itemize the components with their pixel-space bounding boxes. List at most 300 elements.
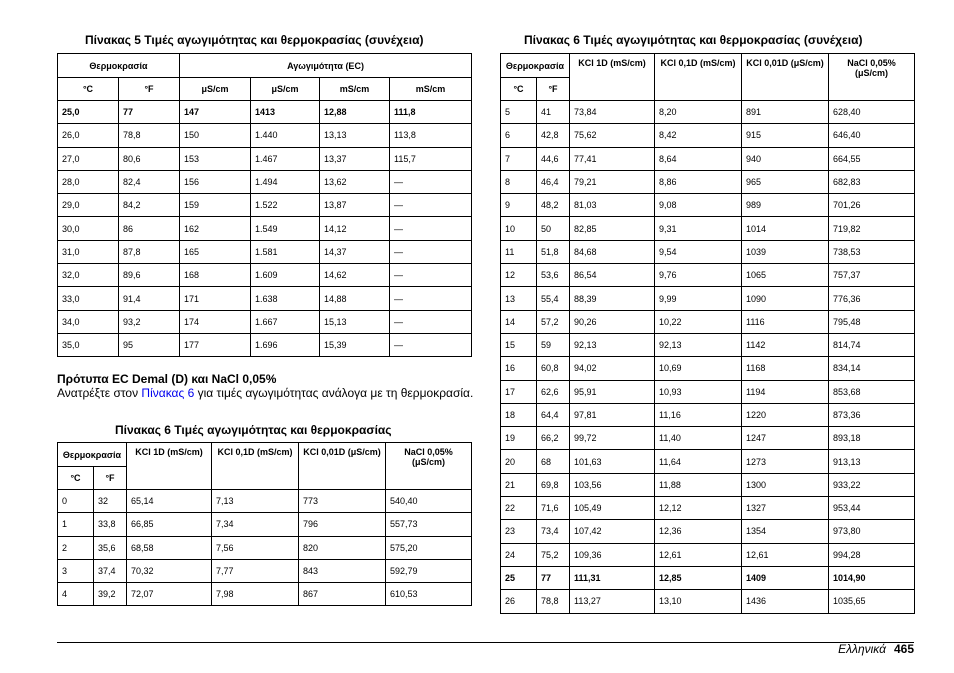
table-cell: 3 [58, 559, 94, 582]
table-cell: 14,62 [320, 264, 390, 287]
section-paragraph [57, 386, 477, 401]
table-cell: 90,26 [570, 310, 655, 333]
table-cell: 989 [742, 194, 829, 217]
subheader-cell: °C [58, 467, 94, 490]
table-cell: 26 [501, 590, 537, 613]
table-cell: 101,63 [570, 450, 655, 473]
table-cell: 11 [501, 240, 537, 263]
footer [838, 642, 914, 656]
table-cell: 1168 [742, 357, 829, 380]
table-cell: 915 [742, 124, 829, 147]
table-cell: 73,84 [570, 101, 655, 124]
table-cell: 162 [180, 217, 251, 240]
table-cell: 12,36 [655, 520, 742, 543]
table-cell: 71,6 [537, 497, 570, 520]
table-row [58, 559, 472, 582]
table-cell: 30,0 [58, 217, 119, 240]
table-cell: 15,13 [320, 310, 390, 333]
table-cell: 1247 [742, 427, 829, 450]
table-cell: 109,36 [570, 543, 655, 566]
table-cell: 79,21 [570, 170, 655, 193]
header-conductivity: Αγωγιμότητα (EC) [180, 54, 472, 78]
table-cell: 1.549 [251, 217, 320, 240]
table-cell: 72,07 [127, 583, 212, 606]
table-cell: 1.440 [251, 124, 320, 147]
table-cell: 94,02 [570, 357, 655, 380]
table-cell: 77 [119, 101, 180, 124]
table-cell: 12,88 [320, 101, 390, 124]
table-cell: 14,88 [320, 287, 390, 310]
table-row [501, 101, 915, 124]
table-cell: 12,61 [742, 543, 829, 566]
table-cell: 168 [180, 264, 251, 287]
table-cell: 34,0 [58, 310, 119, 333]
table-cell: — [390, 287, 472, 310]
column-header: KCl 0,1D (mS/cm) [655, 54, 742, 101]
subheader-cell: °C [501, 78, 537, 101]
table-cell: 68,58 [127, 536, 212, 559]
table-cell: 14 [501, 310, 537, 333]
footer-language: Ελληνικά [838, 642, 886, 656]
table-cell: 147 [180, 101, 251, 124]
table-cell: 174 [180, 310, 251, 333]
table-cell: 153 [180, 147, 251, 170]
table-cell: 31,0 [58, 240, 119, 263]
table-cell: 940 [742, 147, 829, 170]
table-cell: 111,31 [570, 566, 655, 589]
table-cell: 48,2 [537, 194, 570, 217]
table-row [58, 310, 472, 333]
table-cell: 893,18 [829, 427, 915, 450]
table-cell: — [390, 333, 472, 356]
table-cell: 610,53 [386, 583, 472, 606]
table-cell: 834,14 [829, 357, 915, 380]
table-cell: 75,2 [537, 543, 570, 566]
table-cell: 150 [180, 124, 251, 147]
table-cell: 10,69 [655, 357, 742, 380]
table-cell: 65,14 [127, 490, 212, 513]
table-cell: 11,88 [655, 473, 742, 496]
table-cell: 4 [58, 583, 94, 606]
table-cell: 64,4 [537, 403, 570, 426]
table-cell: 75,62 [570, 124, 655, 147]
table-row [58, 194, 472, 217]
table-cell: 1.494 [251, 170, 320, 193]
table-cell: 9,08 [655, 194, 742, 217]
table-cell: — [390, 194, 472, 217]
table-row [58, 333, 472, 356]
table-cell: 22 [501, 497, 537, 520]
table-cell: 773 [299, 490, 386, 513]
table-cell: 10,93 [655, 380, 742, 403]
table-cell: 41 [537, 101, 570, 124]
table-cell: 701,26 [829, 194, 915, 217]
table-cell: 7,98 [212, 583, 299, 606]
table-cell: 66,2 [537, 427, 570, 450]
table-cell: 891 [742, 101, 829, 124]
table-cell: 1116 [742, 310, 829, 333]
table-cell: 86 [119, 217, 180, 240]
table-cell: 84,68 [570, 240, 655, 263]
table-cell: 9,76 [655, 264, 742, 287]
table-cell: 13,87 [320, 194, 390, 217]
table6 [57, 442, 472, 606]
table-cell: 664,55 [829, 147, 915, 170]
table-cell: 1354 [742, 520, 829, 543]
table-cell: 13,62 [320, 170, 390, 193]
table-cell: 1.581 [251, 240, 320, 263]
table-cell: 97,81 [570, 403, 655, 426]
table-cell: 9,54 [655, 240, 742, 263]
table-cell: 795,48 [829, 310, 915, 333]
table-cell: 1014 [742, 217, 829, 240]
table-cell: 12,61 [655, 543, 742, 566]
table-cell: 13,37 [320, 147, 390, 170]
table-cell: 39,2 [94, 583, 127, 606]
table-cell: 1142 [742, 333, 829, 356]
table-cell: 540,40 [386, 490, 472, 513]
table-cell: 95 [119, 333, 180, 356]
table-cell: 1035,65 [829, 590, 915, 613]
table-cell: 60,8 [537, 357, 570, 380]
table-cell: 17 [501, 380, 537, 403]
table-cell: 1409 [742, 566, 829, 589]
table-cell: 1.467 [251, 147, 320, 170]
column-header: NaCl 0,05% (μS/cm) [829, 54, 915, 101]
table-cell: 719,82 [829, 217, 915, 240]
table-cell: 18 [501, 403, 537, 426]
table-cell: 25 [501, 566, 537, 589]
table-cell: 12 [501, 264, 537, 287]
table-cell: 24 [501, 543, 537, 566]
table-cell: 1194 [742, 380, 829, 403]
table-cell: 2 [58, 536, 94, 559]
table-cell: — [390, 310, 472, 333]
table-row [501, 403, 915, 426]
table-row [501, 590, 915, 613]
column-header: KCl 1D (mS/cm) [570, 54, 655, 101]
table-cell: 25,0 [58, 101, 119, 124]
table-cell: 29,0 [58, 194, 119, 217]
table-cell: 92,13 [655, 333, 742, 356]
table-row [501, 380, 915, 403]
table6-link[interactable]: Πίνακας 6 [141, 386, 195, 400]
table-cell: 95,91 [570, 380, 655, 403]
table-cell: 80,6 [119, 147, 180, 170]
table-cell: 91,4 [119, 287, 180, 310]
table-cell: 87,8 [119, 240, 180, 263]
table-cell: 7,77 [212, 559, 299, 582]
table-cell: 26,0 [58, 124, 119, 147]
table-cell: 81,03 [570, 194, 655, 217]
table-cell: 10 [501, 217, 537, 240]
table-cell: 93,2 [119, 310, 180, 333]
table-row [58, 240, 472, 263]
table-row [58, 583, 472, 606]
table-cell: 35,0 [58, 333, 119, 356]
table-cell: 7 [501, 147, 537, 170]
table-cell: 32,0 [58, 264, 119, 287]
table-cell: 55,4 [537, 287, 570, 310]
table-cell: 51,8 [537, 240, 570, 263]
table-row [501, 240, 915, 263]
table-cell: 62,6 [537, 380, 570, 403]
table-row [58, 217, 472, 240]
table-cell: 84,2 [119, 194, 180, 217]
table-cell: 33,0 [58, 287, 119, 310]
header-temperature: Θερμοκρασία [501, 54, 570, 78]
table-cell: 73,4 [537, 520, 570, 543]
table-cell: 1 [58, 513, 94, 536]
table-row [501, 287, 915, 310]
table-cell: 6 [501, 124, 537, 147]
paragraph-text-after: για τιμές αγωγιμότητας ανάλογα με τη θερμοκρασία. [194, 386, 474, 400]
table-cell: 88,39 [570, 287, 655, 310]
table-cell: 8,20 [655, 101, 742, 124]
table-cell: 23 [501, 520, 537, 543]
table-cell: 592,79 [386, 559, 472, 582]
table-cell: 776,36 [829, 287, 915, 310]
table5 [57, 53, 472, 357]
table-cell: 77,41 [570, 147, 655, 170]
table-cell: 1.638 [251, 287, 320, 310]
table-cell: 13,10 [655, 590, 742, 613]
table-cell: 1014,90 [829, 566, 915, 589]
table6-caption: Πίνακας 6 Τιμές αγωγιμότητας και θερμοκρασίας [115, 423, 392, 437]
table-cell: — [390, 264, 472, 287]
section-title: Πρότυπα EC Demal (D) και NaCl 0,05% [57, 372, 277, 386]
table-cell: 21 [501, 473, 537, 496]
table-cell: 5 [501, 101, 537, 124]
table-cell: 37,4 [94, 559, 127, 582]
table-cell: 853,68 [829, 380, 915, 403]
table-row [501, 170, 915, 193]
table-cell: 103,56 [570, 473, 655, 496]
table-row [501, 333, 915, 356]
table-cell: 86,54 [570, 264, 655, 287]
table-cell: 159 [180, 194, 251, 217]
table-cell: 628,40 [829, 101, 915, 124]
table-cell: 15,39 [320, 333, 390, 356]
table-cell: 814,74 [829, 333, 915, 356]
table-cell: 57,2 [537, 310, 570, 333]
table-cell: 953,44 [829, 497, 915, 520]
page-number: 465 [893, 642, 914, 656]
table-row [58, 490, 472, 513]
table-cell: 27,0 [58, 147, 119, 170]
table-cell: 113,8 [390, 124, 472, 147]
table-row [501, 543, 915, 566]
table-cell: — [390, 170, 472, 193]
table-cell: 575,20 [386, 536, 472, 559]
table-cell: 12,85 [655, 566, 742, 589]
table-cell: 1220 [742, 403, 829, 426]
table-cell: 796 [299, 513, 386, 536]
column-header: KCl 0,1D (mS/cm) [212, 443, 299, 490]
column-header: KCl 0,01D (μS/cm) [299, 443, 386, 490]
table-cell: 8,64 [655, 147, 742, 170]
table-row [501, 450, 915, 473]
column-header: NaCl 0,05% (μS/cm) [386, 443, 472, 490]
table-cell: 50 [537, 217, 570, 240]
table-cell: 115,7 [390, 147, 472, 170]
table-cell: 82,4 [119, 170, 180, 193]
table-cell: 1.522 [251, 194, 320, 217]
column-header: KCl 1D (mS/cm) [127, 443, 212, 490]
table-cell: 867 [299, 583, 386, 606]
subheader-cell: °C [58, 78, 119, 101]
table-row [58, 170, 472, 193]
footer-rule [57, 642, 914, 643]
table-cell: 1273 [742, 450, 829, 473]
table-cell: 557,73 [386, 513, 472, 536]
table-cell: 13,13 [320, 124, 390, 147]
table-cell: 994,28 [829, 543, 915, 566]
table-row [501, 357, 915, 380]
table-cell: 7,13 [212, 490, 299, 513]
table-cell: 20 [501, 450, 537, 473]
table-row [58, 536, 472, 559]
table-cell: 1.696 [251, 333, 320, 356]
subheader-cell: °F [94, 467, 127, 490]
table-cell: 7,34 [212, 513, 299, 536]
table-cell: 33,8 [94, 513, 127, 536]
table-cell: 11,16 [655, 403, 742, 426]
table-row [58, 101, 472, 124]
table-row [58, 147, 472, 170]
header-temperature: Θερμοκρασία [58, 54, 180, 78]
table-cell: 757,37 [829, 264, 915, 287]
table-cell: 1413 [251, 101, 320, 124]
table-cell: 82,85 [570, 217, 655, 240]
table-cell: 1039 [742, 240, 829, 263]
table-row [58, 124, 472, 147]
table-cell: 14,37 [320, 240, 390, 263]
table6-cont-caption: Πίνακας 6 Τιμές αγωγιμότητας και θερμοκρασίας (συνέχεια) [524, 33, 863, 47]
table-cell: 59 [537, 333, 570, 356]
table-cell: 32 [94, 490, 127, 513]
table-cell: — [390, 217, 472, 240]
table-cell: 1327 [742, 497, 829, 520]
table-cell: 28,0 [58, 170, 119, 193]
table-cell: 14,12 [320, 217, 390, 240]
table-cell: 165 [180, 240, 251, 263]
table-cell: 13 [501, 287, 537, 310]
table-cell: 973,80 [829, 520, 915, 543]
table-cell: 35,6 [94, 536, 127, 559]
table-cell: 15 [501, 333, 537, 356]
table-row [501, 520, 915, 543]
table-row [58, 287, 472, 310]
table-cell: 873,36 [829, 403, 915, 426]
table-cell: 738,53 [829, 240, 915, 263]
table-cell: 66,85 [127, 513, 212, 536]
table-cell: 965 [742, 170, 829, 193]
subheader-cell: °F [537, 78, 570, 101]
table-row [501, 264, 915, 287]
table-row [501, 497, 915, 520]
table-row [501, 147, 915, 170]
subheader-cell: mS/cm [390, 78, 472, 101]
table-cell: 171 [180, 287, 251, 310]
column-header: KCl 0,01D (μS/cm) [742, 54, 829, 101]
table-cell: 843 [299, 559, 386, 582]
table-cell: 8,86 [655, 170, 742, 193]
table-cell: 820 [299, 536, 386, 559]
table-cell: 92,13 [570, 333, 655, 356]
subheader-cell: °F [119, 78, 180, 101]
table-cell: 78,8 [537, 590, 570, 613]
table-cell: 9 [501, 194, 537, 217]
table-cell: 1090 [742, 287, 829, 310]
subheader-cell: mS/cm [320, 78, 390, 101]
table-cell: 682,83 [829, 170, 915, 193]
table5-caption: Πίνακας 5 Τιμές αγωγιμότητας και θερμοκρασίας (συνέχεια) [85, 33, 424, 47]
paragraph-text-before: Ανατρέξτε στον [57, 386, 142, 400]
table-cell: 0 [58, 490, 94, 513]
table-cell: 156 [180, 170, 251, 193]
table-cell: 69,8 [537, 473, 570, 496]
table-cell: 10,22 [655, 310, 742, 333]
table-cell: 42,8 [537, 124, 570, 147]
table-cell: 46,4 [537, 170, 570, 193]
table-cell: 177 [180, 333, 251, 356]
table-cell: 107,42 [570, 520, 655, 543]
table-cell: 646,40 [829, 124, 915, 147]
table-cell: 11,64 [655, 450, 742, 473]
table-row [501, 310, 915, 333]
table-cell: 12,12 [655, 497, 742, 520]
table-row [501, 194, 915, 217]
table-cell: 53,6 [537, 264, 570, 287]
table-cell: 113,27 [570, 590, 655, 613]
table-cell: 8,42 [655, 124, 742, 147]
table-row [501, 566, 915, 589]
table6-continued [500, 53, 915, 614]
table-cell: 9,99 [655, 287, 742, 310]
table-row [501, 124, 915, 147]
table-row [58, 513, 472, 536]
table-row [501, 217, 915, 240]
table-cell: 77 [537, 566, 570, 589]
table-cell: 68 [537, 450, 570, 473]
table-cell: 7,56 [212, 536, 299, 559]
table-cell: 105,49 [570, 497, 655, 520]
table-cell: 11,40 [655, 427, 742, 450]
table-cell: 111,8 [390, 101, 472, 124]
table-cell: 9,31 [655, 217, 742, 240]
table-cell: 44,6 [537, 147, 570, 170]
table-row [58, 264, 472, 287]
table-row [501, 473, 915, 496]
subheader-cell: μS/cm [251, 78, 320, 101]
table-cell: 913,13 [829, 450, 915, 473]
table-cell: 1065 [742, 264, 829, 287]
table-cell: 1300 [742, 473, 829, 496]
table-cell: 1.609 [251, 264, 320, 287]
table-cell: 1.667 [251, 310, 320, 333]
header-temperature: Θερμοκρασία [58, 443, 127, 467]
table-cell: — [390, 240, 472, 263]
table-cell: 99,72 [570, 427, 655, 450]
table-cell: 19 [501, 427, 537, 450]
table-cell: 70,32 [127, 559, 212, 582]
table-cell: 933,22 [829, 473, 915, 496]
table-cell: 16 [501, 357, 537, 380]
table-cell: 1436 [742, 590, 829, 613]
table-cell: 8 [501, 170, 537, 193]
table-row [501, 427, 915, 450]
